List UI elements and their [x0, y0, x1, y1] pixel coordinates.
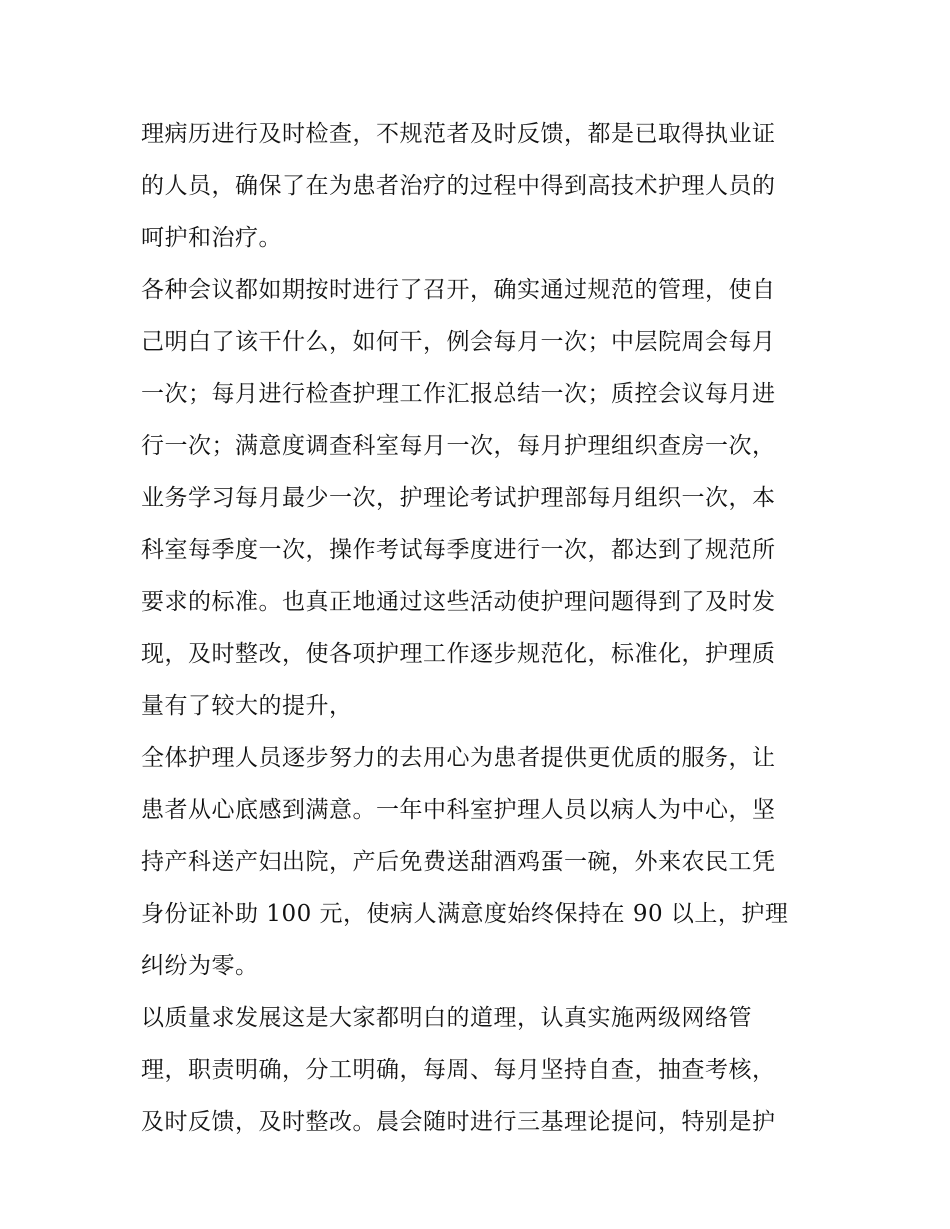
- paragraph-2: [141, 264, 821, 732]
- paragraph-1: [141, 108, 821, 264]
- text-line: 要求的标准。也真正地通过这些活动使护理问题得到了及时发: [141, 589, 776, 615]
- text-line: 理病历进行及时检查，不规范者及时反馈，都是已取得执业证: [141, 121, 776, 147]
- text-line: 纠纷为零。: [141, 953, 259, 979]
- paragraph-4: [141, 992, 821, 1148]
- text-line: 呵护和治疗。: [141, 225, 282, 251]
- text-line: 量有了较大的提升，: [141, 693, 353, 719]
- text-line: 业务学习每月最少一次，护理论考试护理部每月组织一次，本: [141, 485, 776, 511]
- text-line: 以质量求发展这是大家都明白的道理，认真实施两级网络管: [141, 1005, 752, 1031]
- text-line: 理，职责明确，分工明确，每周、每月坚持自查，抽查考核，: [141, 1057, 776, 1083]
- text-line: 身份证补助 100 元，使病人满意度始终保持在 90 以上，护理: [141, 901, 789, 927]
- text-line: 一次；每月进行检查护理工作汇报总结一次；质控会议每月进: [141, 381, 776, 407]
- document-body: [141, 108, 821, 1148]
- text-line: 的人员，确保了在为患者治疗的过程中得到高技术护理人员的: [141, 173, 776, 199]
- paragraph-3: [141, 732, 821, 992]
- text-line: 及时反馈，及时整改。晨会随时进行三基理论提问，特别是护: [141, 1109, 776, 1135]
- text-line: 各种会议都如期按时进行了召开，确实通过规范的管理，使自: [141, 277, 776, 303]
- text-line: 行一次；满意度调查科室每月一次，每月护理组织查房一次，: [141, 433, 776, 459]
- text-line: 患者从心底感到满意。一年中科室护理人员以病人为中心，坚: [141, 797, 776, 823]
- text-line: 科室每季度一次，操作考试每季度进行一次，都达到了规范所: [141, 537, 776, 563]
- text-line: 全体护理人员逐步努力的去用心为患者提供更优质的服务，让: [141, 745, 776, 771]
- text-line: 持产科送产妇出院，产后免费送甜酒鸡蛋一碗，外来农民工凭: [141, 849, 776, 875]
- text-line: 己明白了该干什么，如何干，例会每月一次；中层院周会每月: [141, 329, 776, 355]
- text-line: 现，及时整改，使各项护理工作逐步规范化，标准化，护理质: [141, 641, 776, 667]
